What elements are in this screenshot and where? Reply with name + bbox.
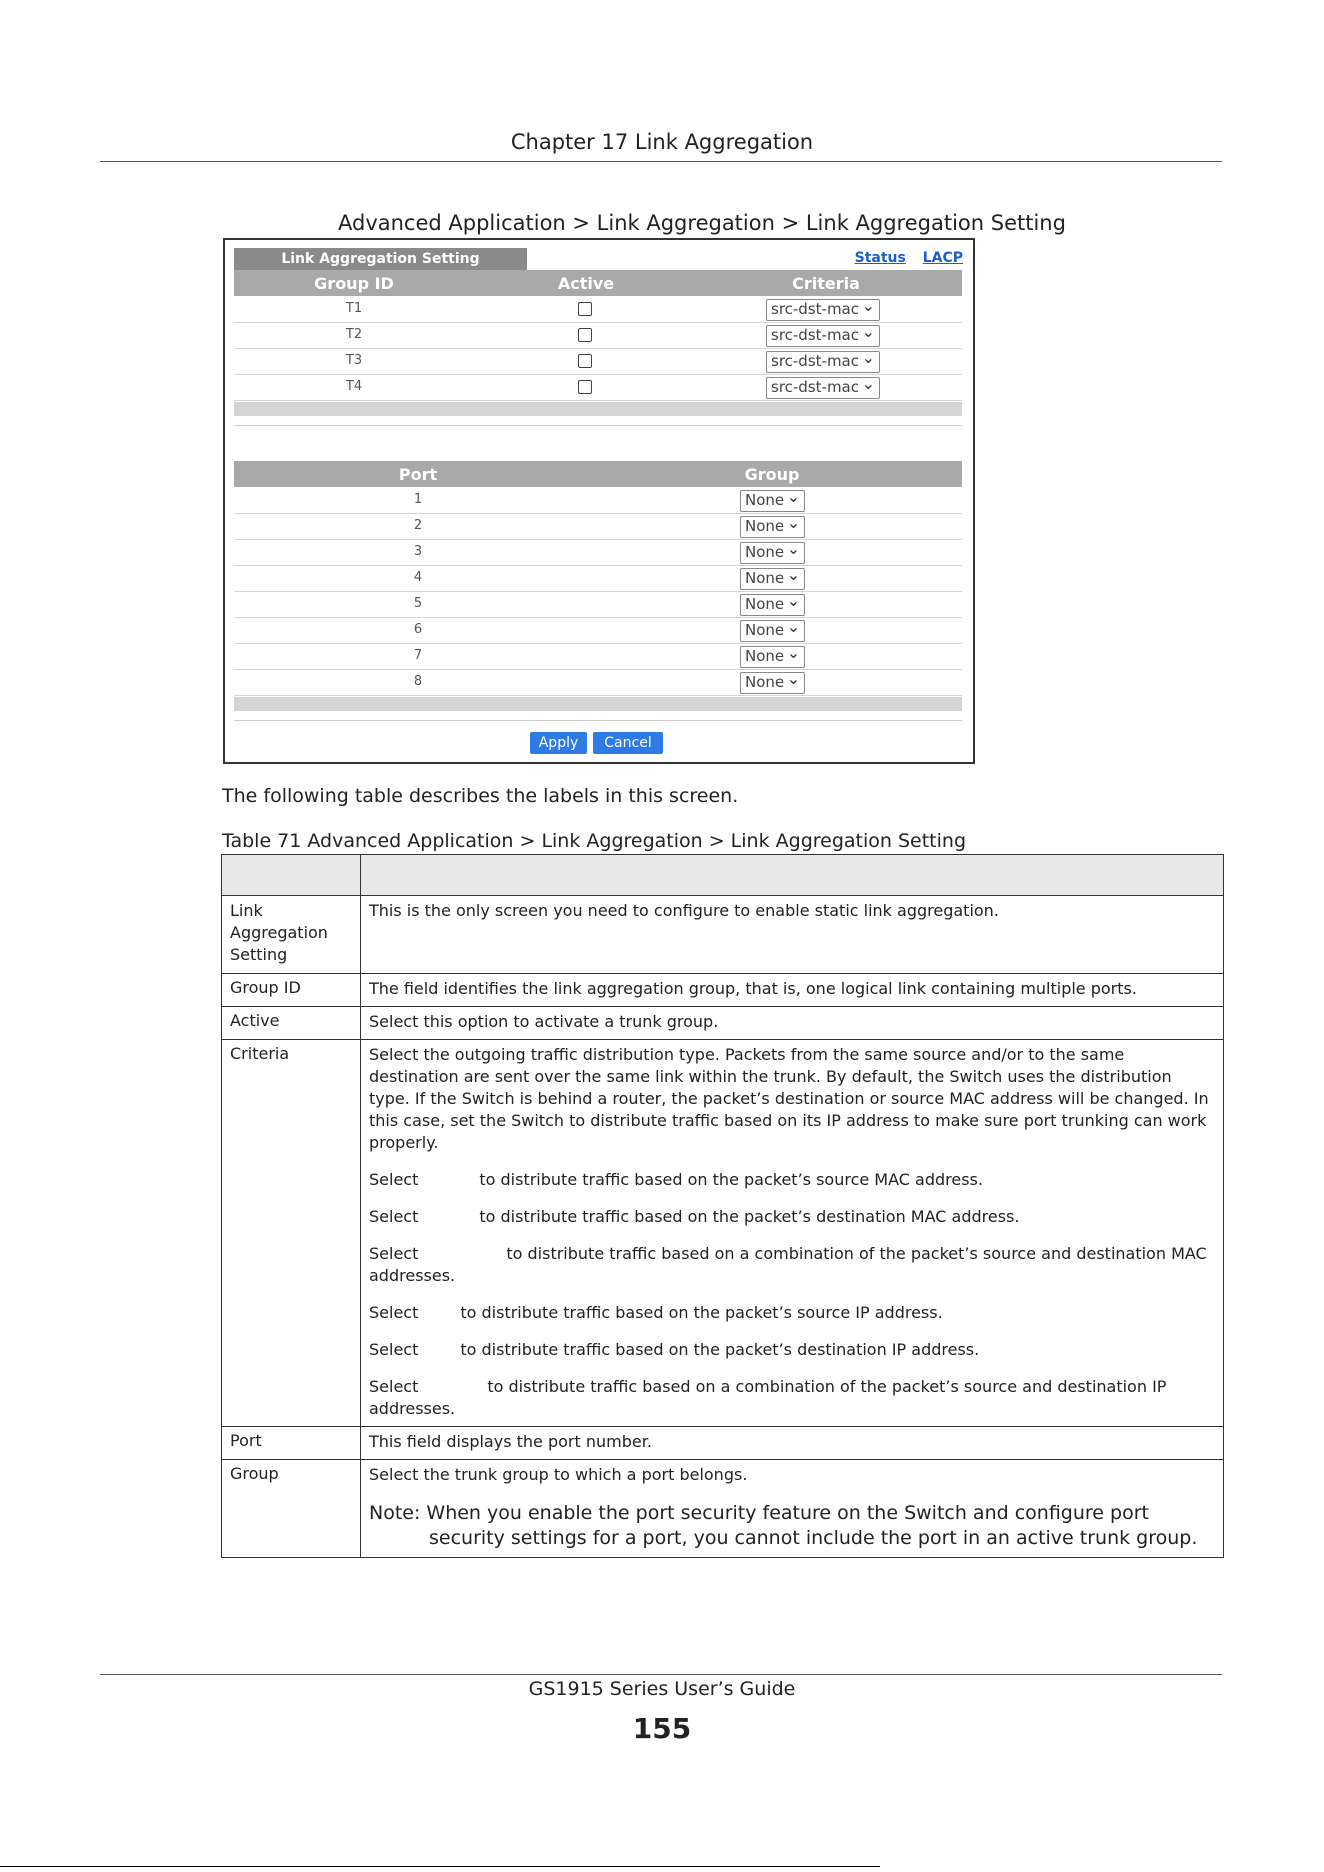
label-cell: Criteria xyxy=(222,1040,361,1427)
table-header-row xyxy=(222,855,1224,896)
criteria-item-text: to distribute traffic based on the packet’s source IP address. xyxy=(460,1303,943,1322)
active-checkbox[interactable] xyxy=(578,328,592,342)
group-select[interactable]: None ⌄ xyxy=(740,542,805,564)
cancel-button[interactable]: Cancel xyxy=(593,732,663,754)
active-checkbox[interactable] xyxy=(578,302,592,316)
label-cell: Group ID xyxy=(222,974,361,1007)
group-row xyxy=(234,297,962,323)
bottom-rule xyxy=(0,1866,880,1867)
intro-text: The following table describes the labels in this screen. xyxy=(222,785,739,807)
group-select[interactable]: None ⌄ xyxy=(740,646,805,668)
figure-title: Advanced Application > Link Aggregation > Link Aggregation Setting xyxy=(338,211,1066,235)
criteria-item-text: to distribute traffic based on a combination of the packet’s source and destination MAC addresses. xyxy=(369,1244,1207,1285)
port-cell: 7 xyxy=(413,648,423,663)
criteria-select[interactable]: src-dst-mac ⌄ xyxy=(766,325,880,347)
group-header: Group xyxy=(744,465,800,484)
port-header: Port xyxy=(398,465,438,484)
apply-button[interactable]: Apply xyxy=(530,732,587,754)
criteria-select[interactable]: src-dst-mac ⌄ xyxy=(766,377,880,399)
port-row xyxy=(234,514,962,540)
table-row xyxy=(222,896,1224,974)
lacp-link[interactable]: LACP xyxy=(922,250,963,266)
criteria-select[interactable]: src-dst-mac ⌄ xyxy=(766,299,880,321)
port-cell: 6 xyxy=(413,622,423,637)
criteria-item-text: to distribute traffic based on the packet’s source MAC address. xyxy=(479,1170,983,1189)
criteria-item xyxy=(369,1206,1215,1228)
port-cell: 3 xyxy=(413,544,423,559)
divider xyxy=(234,720,962,721)
criteria-item-select-word: Select xyxy=(369,1244,419,1263)
port-row xyxy=(234,644,962,670)
label-cell: Active xyxy=(222,1007,361,1040)
port-cell: 8 xyxy=(413,674,423,689)
criteria-item xyxy=(369,1302,1215,1324)
group-select[interactable]: None ⌄ xyxy=(740,620,805,642)
port-row xyxy=(234,618,962,644)
label-cell: Port xyxy=(222,1427,361,1460)
group-id-cell: T2 xyxy=(345,327,363,342)
port-cell: 4 xyxy=(413,570,423,585)
link-aggregation-panel xyxy=(223,238,975,764)
description-cell: The field identifies the link aggregation group, that is, one logical link containing multiple ports. xyxy=(361,974,1224,1007)
group-select[interactable]: None ⌄ xyxy=(740,594,805,616)
header-rule xyxy=(100,161,1222,162)
port-row xyxy=(234,488,962,514)
active-checkbox[interactable] xyxy=(578,354,592,368)
description-cell: Select this option to activate a trunk group. xyxy=(361,1007,1224,1040)
divider xyxy=(234,425,962,426)
footer-rule xyxy=(100,1674,1222,1675)
table-row xyxy=(222,1007,1224,1040)
port-table-header xyxy=(234,461,962,487)
criteria-intro: Select the outgoing traffic distribution type. Packets from the same source and/or to the same destination are sent over the same link within the trunk. By default, the Switch uses the distribution type. If the Switch is behind a router, the packet’s destination or source MAC address will be changed. In this case, set the Switch to distribute traffic based on its IP address to make sure port trunking can work properly. xyxy=(369,1045,1209,1152)
table-footer-bar xyxy=(234,402,962,416)
criteria-item-text: to distribute traffic based on a combination of the packet’s source and destination IP addresses. xyxy=(369,1377,1167,1418)
status-link[interactable]: Status xyxy=(854,250,906,266)
group-id-cell: T4 xyxy=(345,379,363,394)
table-caption: Table 71 Advanced Application > Link Aggregation > Link Aggregation Setting xyxy=(222,830,967,852)
criteria-select[interactable]: src-dst-mac ⌄ xyxy=(766,351,880,373)
criteria-header: Criteria xyxy=(792,274,860,293)
guide-title: GS1915 Series User’s Guide xyxy=(528,1678,796,1700)
description-cell: This is the only screen you need to configure to enable static link aggregation. xyxy=(361,896,1224,974)
group-table-header xyxy=(234,270,962,296)
group-select[interactable]: None ⌄ xyxy=(740,516,805,538)
criteria-item-select-word: Select xyxy=(369,1207,419,1226)
description-cell: This field displays the port number. xyxy=(361,1427,1224,1460)
group-description-cell xyxy=(361,1460,1224,1558)
table-row xyxy=(222,1460,1224,1558)
group-row xyxy=(234,323,962,349)
criteria-item-list xyxy=(369,1169,1215,1420)
group-select[interactable]: None ⌄ xyxy=(740,490,805,512)
panel-links xyxy=(843,250,963,266)
criteria-item xyxy=(369,1169,1215,1191)
criteria-item xyxy=(369,1243,1215,1287)
description-table xyxy=(221,854,1224,1558)
group-select[interactable]: None ⌄ xyxy=(740,672,805,694)
criteria-item-text: to distribute traffic based on the packet’s destination MAC address. xyxy=(479,1207,1020,1226)
tab-link-aggregation-setting[interactable]: Link Aggregation Setting xyxy=(234,248,527,270)
table-row xyxy=(222,1040,1224,1427)
chapter-header: Chapter 17 Link Aggregation xyxy=(510,130,814,154)
port-cell: 5 xyxy=(413,596,423,611)
group-id-cell: T1 xyxy=(345,301,363,316)
port-row xyxy=(234,540,962,566)
criteria-item-text: to distribute traffic based on the packet’s destination IP address. xyxy=(460,1340,980,1359)
label-cell: Group xyxy=(222,1460,361,1558)
active-header: Active xyxy=(557,274,615,293)
table-row xyxy=(222,1427,1224,1460)
group-select[interactable]: None ⌄ xyxy=(740,568,805,590)
page-number: 155 xyxy=(632,1712,692,1745)
port-row xyxy=(234,670,962,696)
criteria-item xyxy=(369,1339,1215,1361)
group-row xyxy=(234,349,962,375)
port-row xyxy=(234,592,962,618)
group-desc: Select the trunk group to which a port belongs. xyxy=(369,1465,748,1484)
label-header-cell xyxy=(222,855,361,896)
criteria-item-select-word: Select xyxy=(369,1377,419,1396)
port-cell: 1 xyxy=(413,492,423,507)
criteria-item xyxy=(369,1376,1215,1420)
label-cell: Link Aggregation Setting xyxy=(222,896,361,974)
group-id-cell: T3 xyxy=(345,353,363,368)
group-row xyxy=(234,375,962,401)
description-header-cell xyxy=(361,855,1224,896)
port-row xyxy=(234,566,962,592)
criteria-item-select-word: Select xyxy=(369,1340,419,1359)
port-cell: 2 xyxy=(413,518,423,533)
active-checkbox[interactable] xyxy=(578,380,592,394)
criteria-description-cell xyxy=(361,1040,1224,1427)
note-text: Note: When you enable the port security feature on the Switch and configure port security settings for a port, you cannot include the port in an active trunk group. xyxy=(369,1502,1198,1549)
criteria-item-select-word: Select xyxy=(369,1170,419,1189)
group-id-header: Group ID xyxy=(314,274,394,293)
table-row xyxy=(222,974,1224,1007)
table-footer-bar xyxy=(234,697,962,711)
criteria-item-select-word: Select xyxy=(369,1303,419,1322)
